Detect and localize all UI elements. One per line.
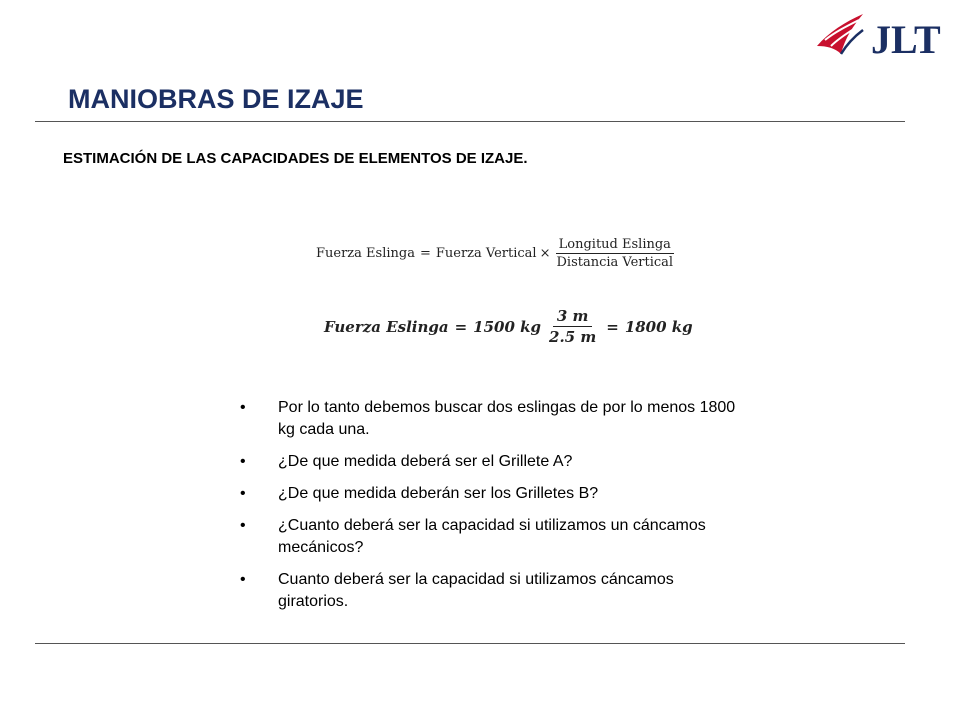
bullet-icon: • [240,399,246,416]
calc-equals-2: = [606,317,619,336]
bullet-icon: • [240,517,246,534]
calc-lhs: Fuerza Eslinga [324,317,449,336]
calc-denominator: 2.5 m [549,328,597,346]
jlt-logo [815,10,955,65]
formula-times: × [539,246,551,261]
bullet-icon: • [240,453,246,470]
bullet-text: ¿De que medida deberán ser los Grilletes B? [278,485,599,502]
jlt-sail-icon [815,10,955,65]
bullet-text: Cuanto deberá ser la capacidad si utilizamos cáncamos giratorios. [278,571,674,610]
list-item [240,569,740,613]
calc-term: 1500 kg [473,317,542,336]
bullet-text: Por lo tanto debemos buscar dos eslingas de por lo menos 1800 kg cada una. [278,399,736,438]
slide-subtitle: ESTIMACIÓN DE LAS CAPACIDADES DE ELEMENTOS DE IZAJE. [63,150,528,167]
formula-lhs: Fuerza Eslinga [316,246,415,261]
formula-numerator: Longitud Eslinga [556,237,674,254]
bullet-icon: • [240,571,246,588]
top-divider [35,121,905,122]
bullet-text: ¿De que medida deberá ser el Grillete A? [278,453,573,470]
bullet-icon: • [240,485,246,502]
formula-denominator: Distancia Vertical [556,255,674,270]
calc-equals: = [454,317,468,336]
slide-title: MANIOBRAS DE IZAJE [68,84,364,114]
list-item [240,397,740,441]
formula-equals: = [419,246,431,261]
formula-term: Fuerza Vertical [435,246,537,261]
formula-calculation [324,307,693,346]
calc-result: 1800 kg [624,317,693,336]
list-item [240,515,740,559]
formula-fraction [554,237,677,270]
bullet-text: ¿Cuanto deberá ser la capacidad si utilizamos un cáncamos mecánicos? [278,517,706,556]
calc-fraction [545,307,600,346]
formula-general [316,237,676,270]
calc-numerator: 3 m [553,307,593,327]
list-item [240,451,740,473]
bottom-divider [35,643,905,644]
bullet-list [240,397,740,623]
logo-text: JLT [871,17,941,62]
list-item [240,483,740,505]
